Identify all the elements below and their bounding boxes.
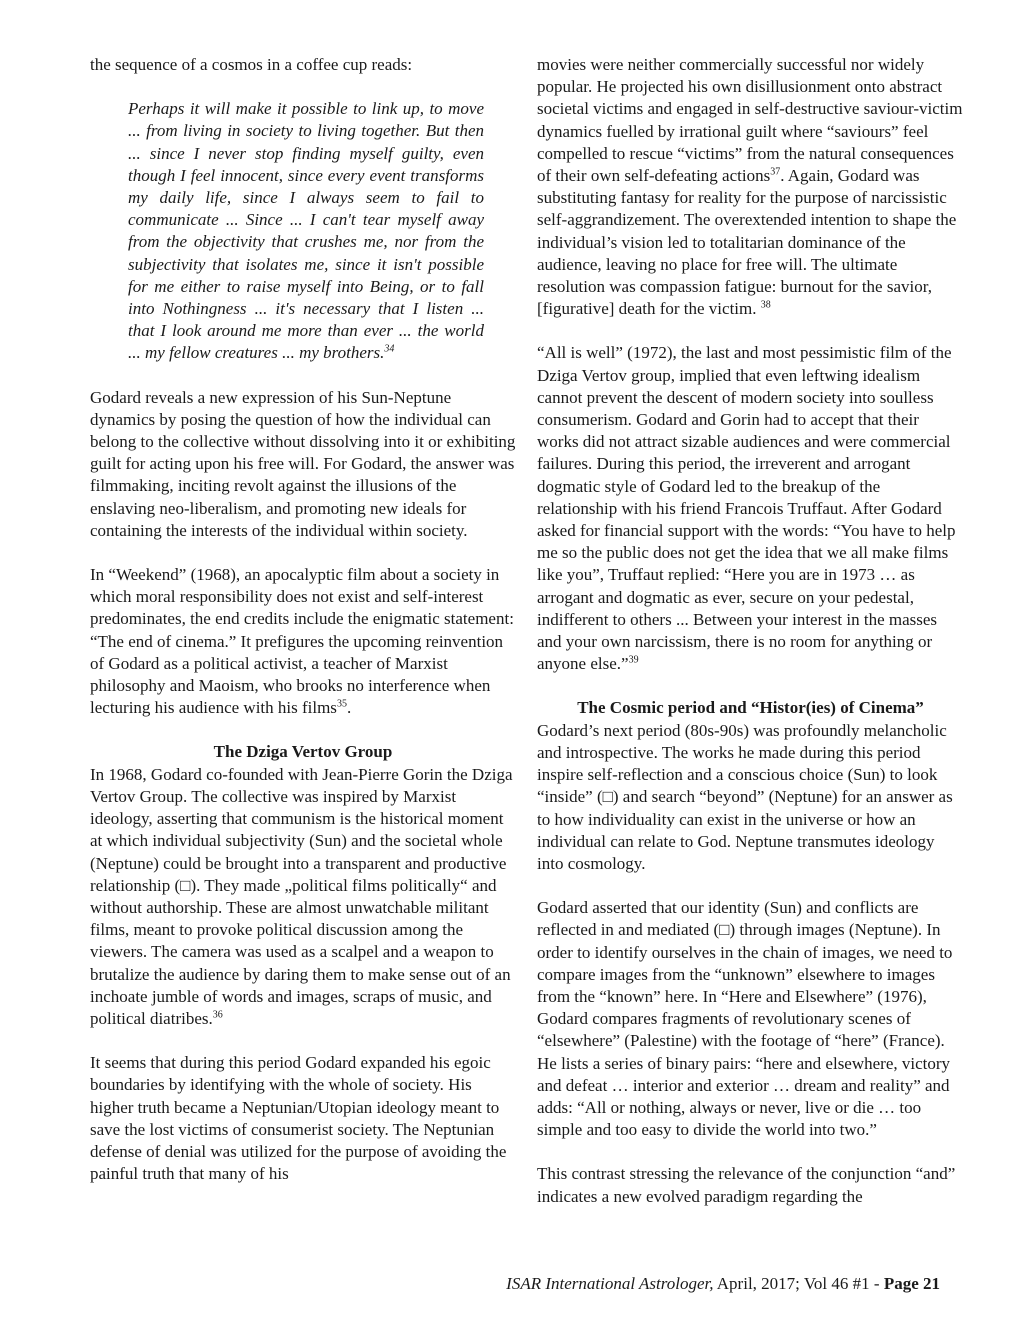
block-quote xyxy=(90,98,516,364)
paragraph: Godard’s next period (80s-90s) was profoundly melancholic and introspective. The works he made during this period inspire self-reflection and a conscious choice (Sun) to look “inside” (□) and search “beyond” (Neptune) for an answer as to how individuality can exist in the universe or how an individual can relate to God. Neptune transmutes ideology into cosmology. xyxy=(537,720,953,873)
paragraph-text: In 1968, Godard co-founded with Jean-Pierre Gorin the Dziga Vertov Group. The collective was inspired by Marxist ideology, asserting that communism is the historical moment at which individual subjectivity (Sun) and the societal whole (Neptune) could be brought into a transparent and productive relationship (□). They made „political films politically“ and without authorship. These are almost unwatchable militant films, meant to provoke political discussion among the viewers. The camera was used as a scalpel and a weapon to brutalize the audience by daring them to make sense out of an inchoate jumble of words and images, scraps of music, and political diatribes. xyxy=(90,764,513,1028)
paragraph xyxy=(90,764,516,1030)
quote-text: Perhaps it will make it possible to link up, to move ... from living in society to living together. But then ... since I never stop finding myself guilty, even though I feel innocent, since every event transforms my daily life, since I always seem to fail to communicate ... Since ... I can't tear myself away from the objectivity that crushes me, nor from the subjectivity that isolates me, since it isn't possible for me either to raise myself into Being, or to fall into Nothingness ... it's necessary that I listen ... that I look around me more than ever ... the world ... my fellow creatures ... my brothers. xyxy=(128,99,484,363)
footnote-ref: 37 xyxy=(770,166,781,178)
footnote-ref: 36 xyxy=(212,1009,223,1021)
paragraph-text: . Again, Godard was substituting fantasy for reality for the purpose of narcissistic self-aggrandizement. The overextended intention to shape the individual’s vision led to totalitarian dominance of the audience, leaving no place for free will. The ultimate resolution was compassion fatigue: burnout for the savior, [figurative] death for the victim. xyxy=(537,166,957,319)
paragraph: It seems that during this period Godard expanded his egoic boundaries by identifying with the whole of society. His higher truth became a Neptunian/Utopian ideology meant to save the lost victims of consumerist society. The Neptunian defense of denial was utilized for the purpose of avoiding the painful truth that many of his xyxy=(90,1053,507,1184)
footnote-ref: 35 xyxy=(336,698,347,710)
page-number: Page 21 xyxy=(883,1274,940,1293)
left-column xyxy=(90,54,516,1185)
paragraph xyxy=(90,564,516,719)
issue-info: April, 2017; Vol 46 #1 - xyxy=(713,1274,884,1293)
section-heading: The Cosmic period and “Histor(ies) of Cinema” xyxy=(577,698,924,718)
paragraph-text: In “Weekend” (1968), an apocalyptic film about a society in which moral responsibility does not exist and self-interest predominates, the end credits include the enigmatic statement: “The end of cinema.” It prefigures the upcoming reinvention of Godard as a political activist, a teacher of Marxist philosophy and Maoism, who brooks no interference when lecturing his audience with his films xyxy=(90,565,514,718)
paragraph: Godard reveals a new expression of his Sun-Neptune dynamics by posing the question of how the individual can belong to the collective without dissolving into it or exhibiting guilt for acting upon his free will. For Godard, the answer was filmmaking, inciting revolt against the illusions of the enslaving neo-liberalism, and promoting new ideals for containing the interests of the individual within society. xyxy=(90,387,516,540)
paragraph-text: “All is well” (1972), the last and most pessimistic film of the Dziga Vertov group, implied that even leftwing idealism cannot prevent the descent of modern society into soulless consumerism. Godard and Gorin had to accept that their works did not attract sizable audiences and were commercial failures. During this period, the irreverent and arrogant dogmatic style of Godard led to the breakup of the relationship with his friend Francois Truffaut. After Godard asked for financial support with the words: “You have to help me so the public does not get the idea that we all make films like you”, Truffaut replied: “Here you are in 1973 … as arrogant and dogmatic as ever, secure on your pedestal, indifferent to others ... Between your interest in the masses and your own narcissism, there is no room for anything or anyone else.” xyxy=(537,343,956,674)
paragraph xyxy=(537,54,964,320)
paragraph: Godard asserted that our identity (Sun) and conflicts are reflected in and mediated (□) through images (Neptune). In order to identify ourselves in the chain of images, we need to compare images from the “unknown” elsewhere to images from the “known” here. In “Here and Elsewhere” (1976), Godard compares fragments of revolutionary scenes of “elsewhere” (Palestine) with the footage of “here” (France). He lists a series of binary pairs: “here and elsewhere, victory and defeat … interior and exterior … dream and reality” and adds: “All or nothing, always or never, live or die … too simple and too easy to divide the world into two.” xyxy=(537,898,953,1140)
right-column xyxy=(537,54,964,1208)
paragraph-text: . xyxy=(346,698,352,718)
footnote-ref: 39 xyxy=(628,654,639,666)
quote-intro: the sequence of a cosmos in a coffee cup reads: xyxy=(90,55,413,74)
paragraph xyxy=(537,342,964,675)
footnote-ref: 38 xyxy=(760,299,771,311)
paragraph: This contrast stressing the relevance of the conjunction “and” indicates a new evolved paradigm regarding the xyxy=(537,1164,956,1206)
section-heading: The Dziga Vertov Group xyxy=(213,742,393,762)
page-footer xyxy=(506,1273,940,1295)
publication-name: ISAR International Astrologer, xyxy=(506,1274,714,1293)
footnote-ref: 34 xyxy=(384,343,395,355)
paragraph-text: movies were neither commercially successful nor widely popular. He projected his own disillusionment onto abstract societal victims and engaged in self-destructive saviour-victim dynamics fuelled by irrational guilt where “saviours” feel compelled to rescue “victims” from the natural consequences of their own self-defeating actions xyxy=(537,55,963,186)
